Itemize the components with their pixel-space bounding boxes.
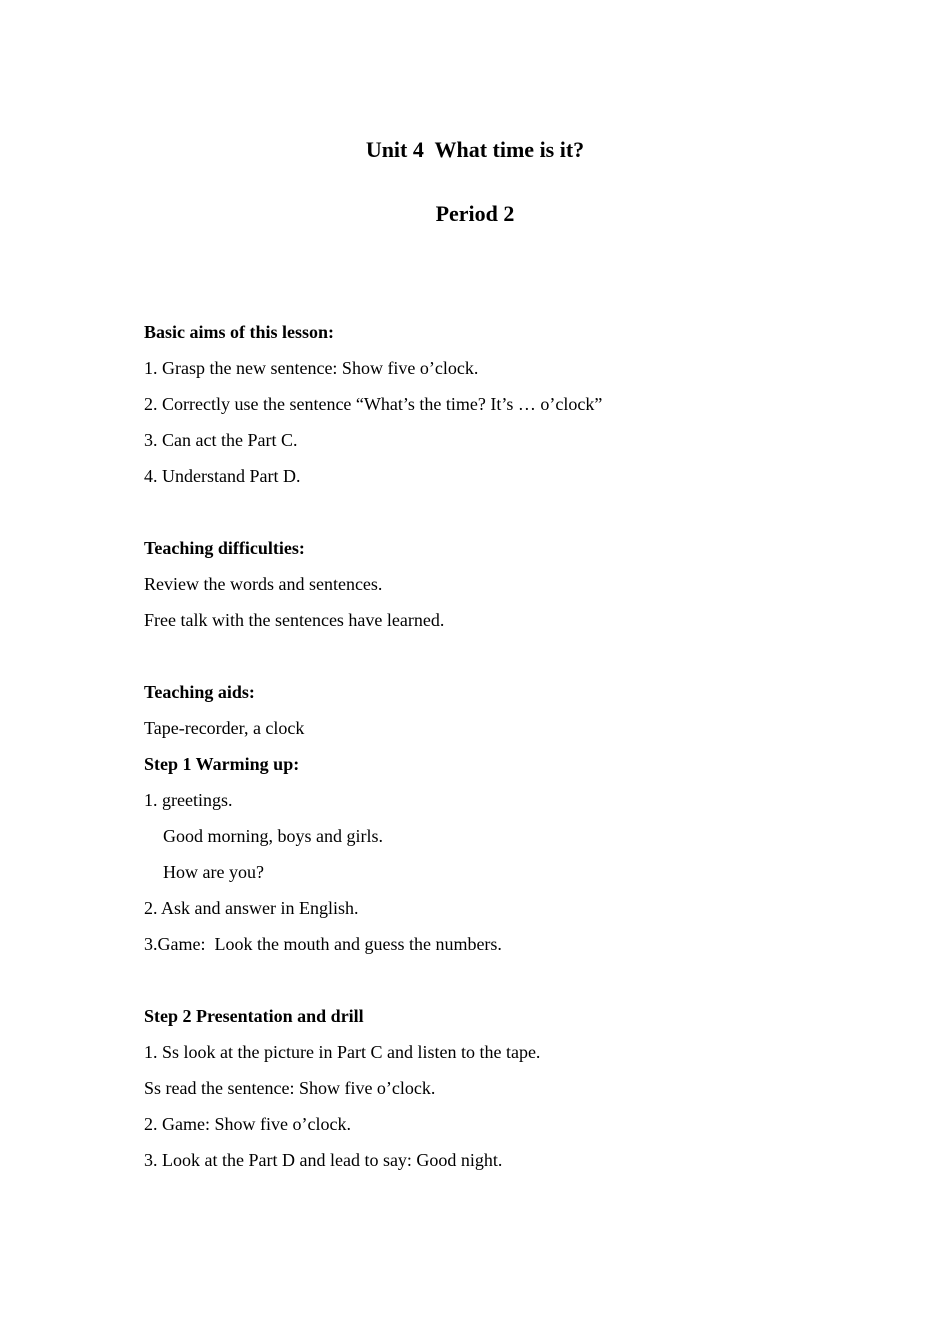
step1-heading: Step 1 Warming up:: [144, 754, 300, 774]
aims-item: 4. Understand Part D.: [144, 466, 301, 486]
step1-item: 2. Ask and answer in English.: [144, 898, 359, 918]
document-title: Unit 4 What time is it?: [365, 137, 585, 162]
step2-item: 3. Look at the Part D and lead to say: Good night.: [144, 1150, 503, 1170]
blank-line: [144, 494, 844, 530]
document-body: [144, 314, 844, 1178]
step1-item: 1. greetings.: [144, 790, 233, 810]
step2-item: 2. Game: Show five o’clock.: [144, 1114, 351, 1134]
step2-heading: Step 2 Presentation and drill: [144, 1006, 364, 1026]
step2-item: 1. Ss look at the picture in Part C and listen to the tape.: [144, 1042, 541, 1062]
section-step1: [144, 746, 844, 962]
blank-line: [144, 962, 844, 998]
document-subtitle: Period 2: [435, 201, 515, 226]
difficulties-heading: Teaching difficulties:: [144, 538, 305, 558]
aims-item: 1. Grasp the new sentence: Show five o’clock.: [144, 358, 479, 378]
difficulties-item: Free talk with the sentences have learned.: [144, 610, 445, 630]
step1-item: How are you?: [163, 862, 264, 882]
section-aims: [144, 314, 844, 494]
aids-heading: Teaching aids:: [144, 682, 255, 702]
difficulties-item: Review the words and sentences.: [144, 574, 383, 594]
section-step2: [144, 998, 844, 1178]
aims-heading: Basic aims of this lesson:: [144, 322, 335, 342]
section-difficulties: [144, 530, 844, 638]
blank-line: [144, 638, 844, 674]
aims-item: 3. Can act the Part C.: [144, 430, 298, 450]
section-aids: [144, 674, 844, 746]
aids-item: Tape-recorder, a clock: [144, 718, 305, 738]
aims-item: 2. Correctly use the sentence “What’s the time? It’s … o’clock”: [144, 394, 603, 414]
step1-item: 3.Game: Look the mouth and guess the numbers.: [144, 934, 502, 954]
step1-item: Good morning, boys and girls.: [163, 826, 383, 846]
step2-item: Ss read the sentence: Show five o’clock.: [144, 1078, 436, 1098]
